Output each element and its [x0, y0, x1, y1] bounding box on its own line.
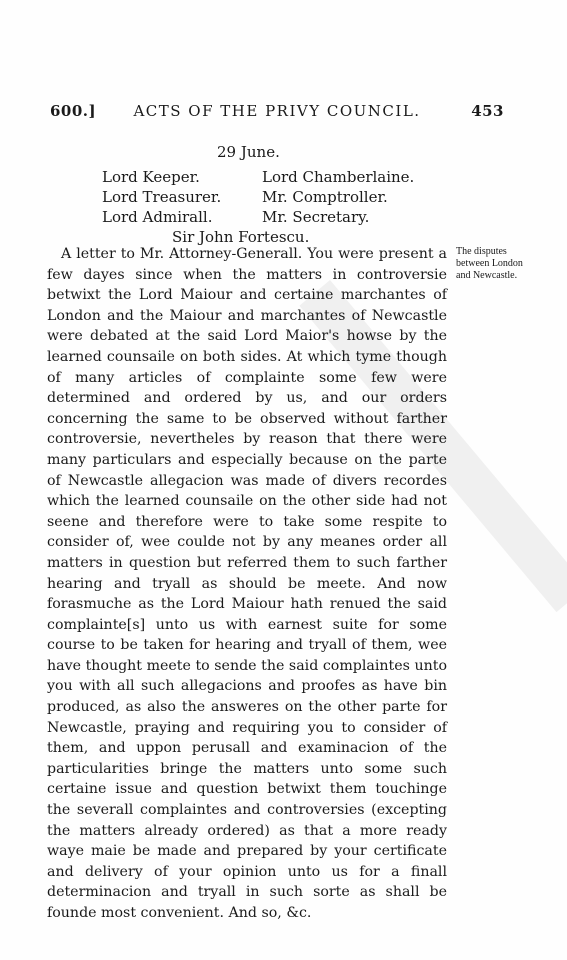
attendee: Lord Admirall. — [102, 208, 213, 226]
attendee: Lord Keeper. — [102, 168, 200, 186]
attendees-row — [102, 167, 422, 187]
page-number: 453 — [471, 102, 504, 120]
meeting-date: 29 June. — [217, 143, 280, 161]
running-title: ACTS OF THE PRIVY COUNCIL. — [133, 102, 421, 120]
attendee: Mr. Comptroller. — [262, 188, 388, 206]
attendee: Mr. Secretary. — [262, 208, 370, 226]
running-head — [50, 102, 504, 124]
attendees-row — [102, 207, 422, 227]
page-reference: 600.] — [50, 102, 97, 120]
attendees-row — [102, 187, 422, 207]
attendee: Sir John Fortescu. — [172, 228, 310, 246]
attendee: Lord Chamberlaine. — [262, 168, 415, 186]
attendees-list — [102, 167, 422, 247]
attendee: Lord Treasurer. — [102, 188, 222, 206]
letter-body: A letter to Mr. Attorney-Generall. You were present a few dayes since when the matters in controversie betwixt the Lord Maiour and certaine marchantes of London and the Maiour and marchantes of Newcastle were debated at the said Lord Maior's howse by the learned counsaile on both sides. At which tyme though of many articles of complainte some few were determined and ordered by us, and our orders concerning the same to be observed without farther controversie, nevertheles by reason that there were many particulars and especially because on the parte of Newcastle allegacion was made of divers recordes which the learned counsaile on the other side had not seene and therefore were to take some respite to consider of, wee coulde not by any meanes order all matters in question but referred them to such farther hearing and tryall as should be meete. And now forasmuche as the Lord Maiour hath renued the said complainte[s] unto us with earnest suite for some course to be taken for hearing and tryall of them, wee have thought meete to sende the said complaintes unto you with all such allegacions and proofes as have bin produced, as also the answeres on the other parte for Newcastle, praying and requiring you to consider of them, and uppon perusall and examinacion of the particularities bringe the matters unto some such certaine issue and question betwixt them touchinge the severall complaintes and controversies (excepting the matters already ordered) as that a more ready waye maie be made and prepared by your certificate and delivery of your opinion unto us for a finall determinacion and tryall in such sorte as shall be founde most convenient. And so, &c. — [47, 246, 447, 921]
margin-note: The disputes between London and Newcastle. — [456, 246, 523, 281]
